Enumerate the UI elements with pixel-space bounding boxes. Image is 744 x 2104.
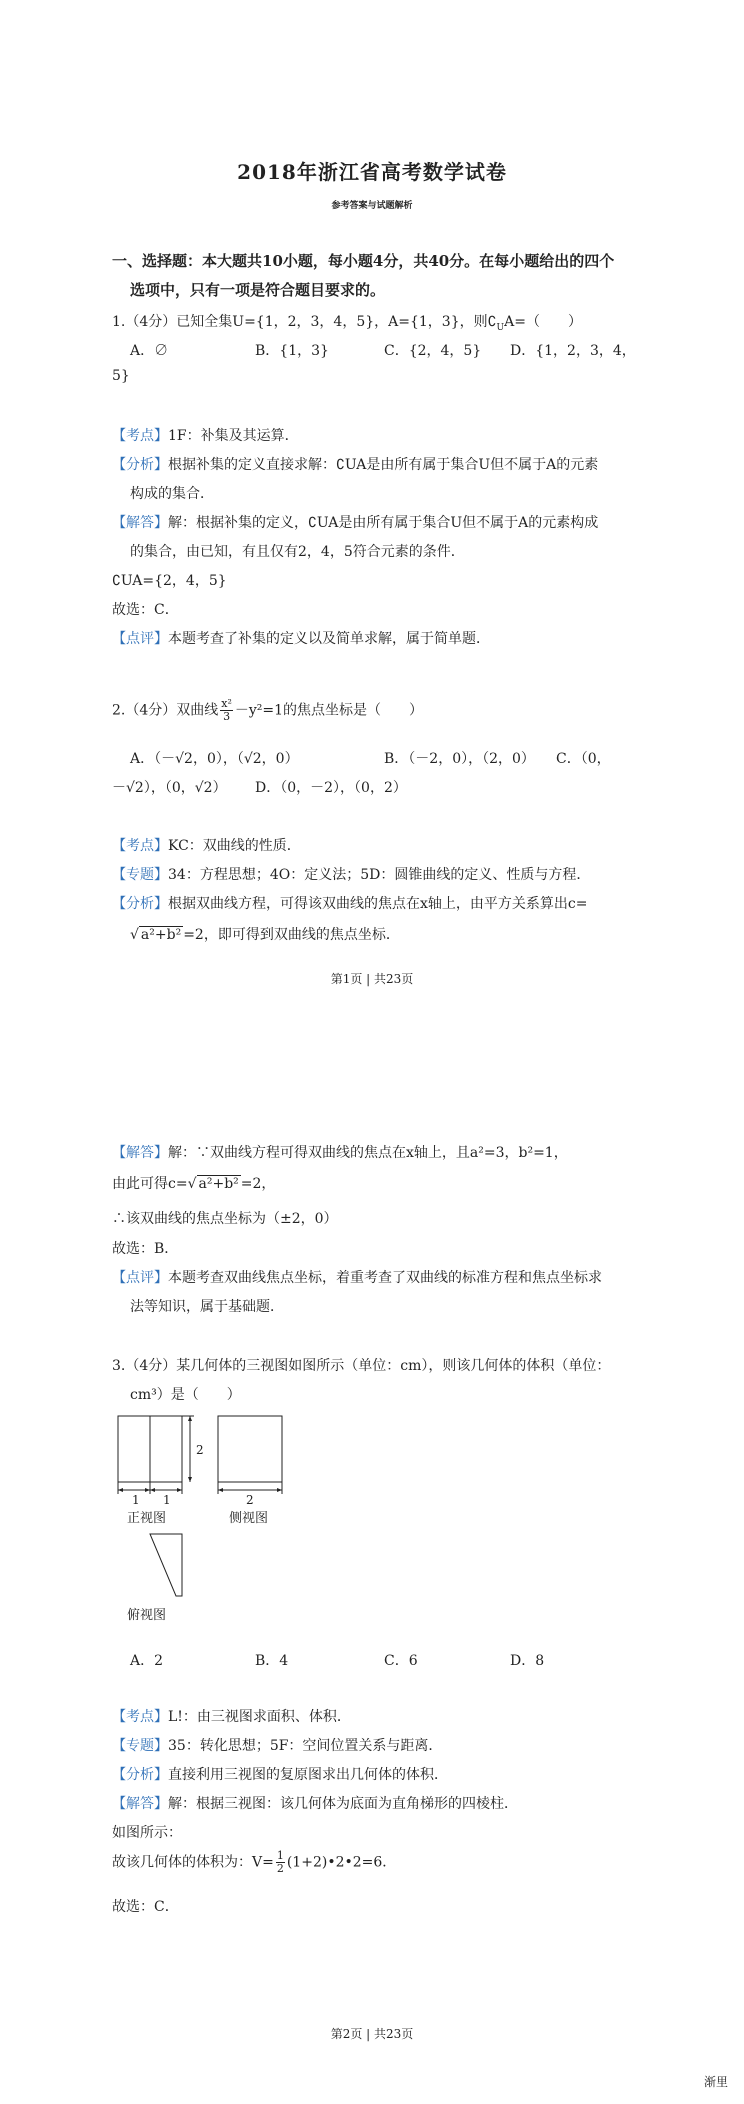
q1-jieda-result: ∁UA={2，4，5}: [112, 573, 227, 589]
zhuanti-tag: 【专题】: [112, 1738, 168, 1754]
q3-stem-cont: cm³）是（ ）: [130, 1387, 241, 1403]
q2-fenxi-text: 根据双曲线方程，可得该双曲线的焦点在x轴上，由平方关系算出c=: [168, 896, 588, 912]
q3-volume: [112, 1850, 396, 1875]
q2-jieda: [112, 1142, 568, 1162]
page-footer-2: 第2页 | 共23页: [330, 2027, 414, 2041]
q2-fenxi: [112, 893, 587, 913]
q3-jieda: [112, 1793, 518, 1813]
q2-jieda-c: [112, 1173, 275, 1193]
q2-zhuanti: [112, 864, 590, 884]
q2-fraction: [220, 698, 233, 723]
q2-jieda-text: 解：∵双曲线方程可得双曲线的焦点在x轴上，且a²=3，b²=1，: [168, 1145, 568, 1161]
q2-frac-num: x²: [221, 697, 232, 710]
top-view-label: 俯视图: [127, 1608, 167, 1623]
q1-jieda-text: 解：根据补集的定义，∁UA是由所有属于集合U但不属于A的元素构成: [168, 515, 599, 531]
q1-stem-sub: U: [496, 322, 505, 333]
q3-option-a: A．2: [130, 1653, 164, 1669]
page-footer-1: 第1页 | 共23页: [330, 972, 414, 986]
q1-fenxi: [112, 454, 598, 474]
q1-kaodian-text: 1F：补集及其运算．: [168, 428, 299, 444]
q3-stem: 3.（4分）某几何体的三视图如图所示（单位：cm），则该几何体的体积（单位：: [112, 1358, 611, 1374]
side-view-rect: [218, 1416, 282, 1482]
fenxi-tag: 【分析】: [112, 457, 168, 473]
q2-frac-den: 3: [223, 710, 231, 723]
dianping-tag: 【点评】: [112, 631, 168, 647]
q1-option-b: B．{1，3}: [255, 343, 329, 359]
q2-dianping-cont: 法等知识，属于基础题．: [130, 1299, 284, 1315]
q2-jieda-foci: ∴该双曲线的焦点坐标为（±2，0）: [112, 1211, 338, 1227]
fenxi-tag: 【分析】: [112, 1767, 168, 1783]
q3-zhuanti: [112, 1735, 442, 1755]
q2-option-c: C．（0，: [556, 751, 611, 767]
q1-dianping-text: 本题考查了补集的定义以及简单求解，属于简单题．: [168, 631, 490, 647]
q2-option-d: D．（0，－2），（0，2）: [255, 780, 407, 796]
q3-kaodian: [112, 1706, 351, 1726]
section-heading-cont: 选项中，只有一项是符合题目要求的。: [130, 281, 386, 299]
jieda-tag: 【解答】: [112, 1145, 168, 1161]
q2-jieda-c-text-b: =2，: [240, 1176, 276, 1192]
q2-answer: 故选：B．: [112, 1241, 179, 1257]
q2-option-a: A．（－√2，0），（√2，0）: [130, 751, 299, 767]
jieda-tag: 【解答】: [112, 515, 168, 531]
dianping-tag: 【点评】: [112, 1270, 168, 1286]
q3-answer: 故选：C．: [112, 1899, 179, 1915]
q2-dianping: [112, 1267, 602, 1287]
q3-option-d: D．8: [510, 1653, 545, 1669]
top-view-trapezoid: [150, 1534, 182, 1596]
page-title: 2018年浙江省高考数学试卷: [237, 160, 507, 184]
q2-jieda-c-text: 由此可得c=: [112, 1176, 188, 1192]
q3-ru-tu: 如图所示：: [112, 1825, 182, 1841]
q1-stem-text: 1.（4分）已知全集U={1，2，3，4，5}，A={1，3}，则∁: [112, 314, 497, 330]
q3-option-c: C．6: [384, 1653, 418, 1669]
q2-option-c-cont: －√2），（0，√2）: [112, 780, 227, 796]
q3-fenxi-text: 直接利用三视图的复原图求出几何体的体积．: [168, 1767, 448, 1783]
q3-jieda-text: 解：根据三视图：该几何体为底面为直角梯形的四棱柱．: [168, 1796, 518, 1812]
q2-zhuanti-text: 34：方程思想；4O：定义法；5D：圆锥曲线的定义、性质与方程．: [168, 867, 591, 883]
front-view-label: 正视图: [127, 1511, 167, 1526]
q2-kaodian-text: KC：双曲线的性质．: [168, 838, 301, 854]
page-subtitle: 参考答案与试题解析: [331, 201, 413, 211]
q2-dianping-text: 本题考查双曲线焦点坐标，着重考查了双曲线的标准方程和焦点坐标求: [168, 1270, 602, 1286]
q3-volume-den: 2: [276, 1862, 284, 1875]
q3-volume-fraction: [276, 1850, 285, 1875]
q2-fenxi-cont: [130, 924, 400, 944]
q3-volume-text: 故该几何体的体积为：V=: [112, 1854, 274, 1871]
q1-option-d-cont: 5}: [112, 368, 130, 384]
q1-fenxi-cont: 构成的集合．: [130, 486, 214, 502]
q2-option-b: B．（－2，0），（2，0）: [384, 751, 535, 767]
q1-fenxi-text: 根据补集的定义直接求解：∁UA是由所有属于集合U但不属于A的元素: [168, 457, 599, 473]
dim-label-1a: 1: [132, 1493, 140, 1507]
q2-stem-text: 2.（4分）双曲线: [112, 702, 219, 719]
q3-option-b: B．4: [255, 1653, 289, 1669]
q3-kaodian-text: L!：由三视图求面积、体积．: [168, 1709, 351, 1725]
q1-dianping: [112, 628, 490, 648]
q2-fenxi-text-b: =2，即可得到双曲线的焦点坐标．: [183, 927, 400, 943]
side-view-label: 侧视图: [229, 1511, 269, 1526]
kaodian-tag: 【考点】: [112, 838, 168, 854]
q1-stem: [112, 311, 582, 333]
q2-stem: [112, 698, 423, 723]
dim-label-1b: 1: [163, 1493, 171, 1507]
q2-fenxi-sqrt: a²+b²: [140, 927, 182, 943]
q2-stem-text-b: －y²=1的焦点坐标是（ ）: [234, 702, 424, 719]
q1-kaodian: [112, 425, 299, 445]
kaodian-tag: 【考点】: [112, 428, 168, 444]
q1-stem-text-b: A=（ ）: [504, 314, 582, 330]
dim-label-2-bottom: 2: [246, 1493, 254, 1507]
q3-fenxi: [112, 1764, 448, 1784]
q1-answer: 故选：C．: [112, 602, 179, 618]
jieda-tag: 【解答】: [112, 1796, 168, 1812]
sqrt-sign: √: [187, 1176, 197, 1192]
q2-jieda-sqrt: a²+b²: [198, 1176, 239, 1192]
kaodian-tag: 【考点】: [112, 1709, 168, 1725]
q1-jieda-cont: 的集合，由已知，有且仅有2，4，5符合元素的条件．: [130, 544, 465, 560]
dim-label-2-side: 2: [196, 1443, 204, 1457]
q3-zhuanti-text: 35：转化思想；5F：空间位置关系与距离．: [168, 1738, 443, 1754]
corner-watermark: 渐里: [704, 2075, 729, 2089]
q3-volume-text-b: (1+2)•2•2=6．: [286, 1854, 397, 1871]
q1-option-d: D．{1，2，3，4，: [510, 343, 636, 359]
q1-option-a: A．∅: [130, 343, 169, 359]
q1-jieda: [112, 512, 598, 532]
q3-three-view-figure: [112, 1410, 312, 1640]
section-heading: 一、选择题：本大题共10小题，每小题4分，共40分。在每小题给出的四个: [112, 252, 615, 270]
sqrt-sign: √: [130, 927, 139, 943]
fenxi-tag: 【分析】: [112, 896, 168, 912]
q2-kaodian: [112, 835, 301, 855]
q1-option-c: C．{2，4，5}: [384, 343, 482, 359]
q3-volume-num: 1: [276, 1849, 284, 1862]
zhuanti-tag: 【专题】: [112, 867, 168, 883]
